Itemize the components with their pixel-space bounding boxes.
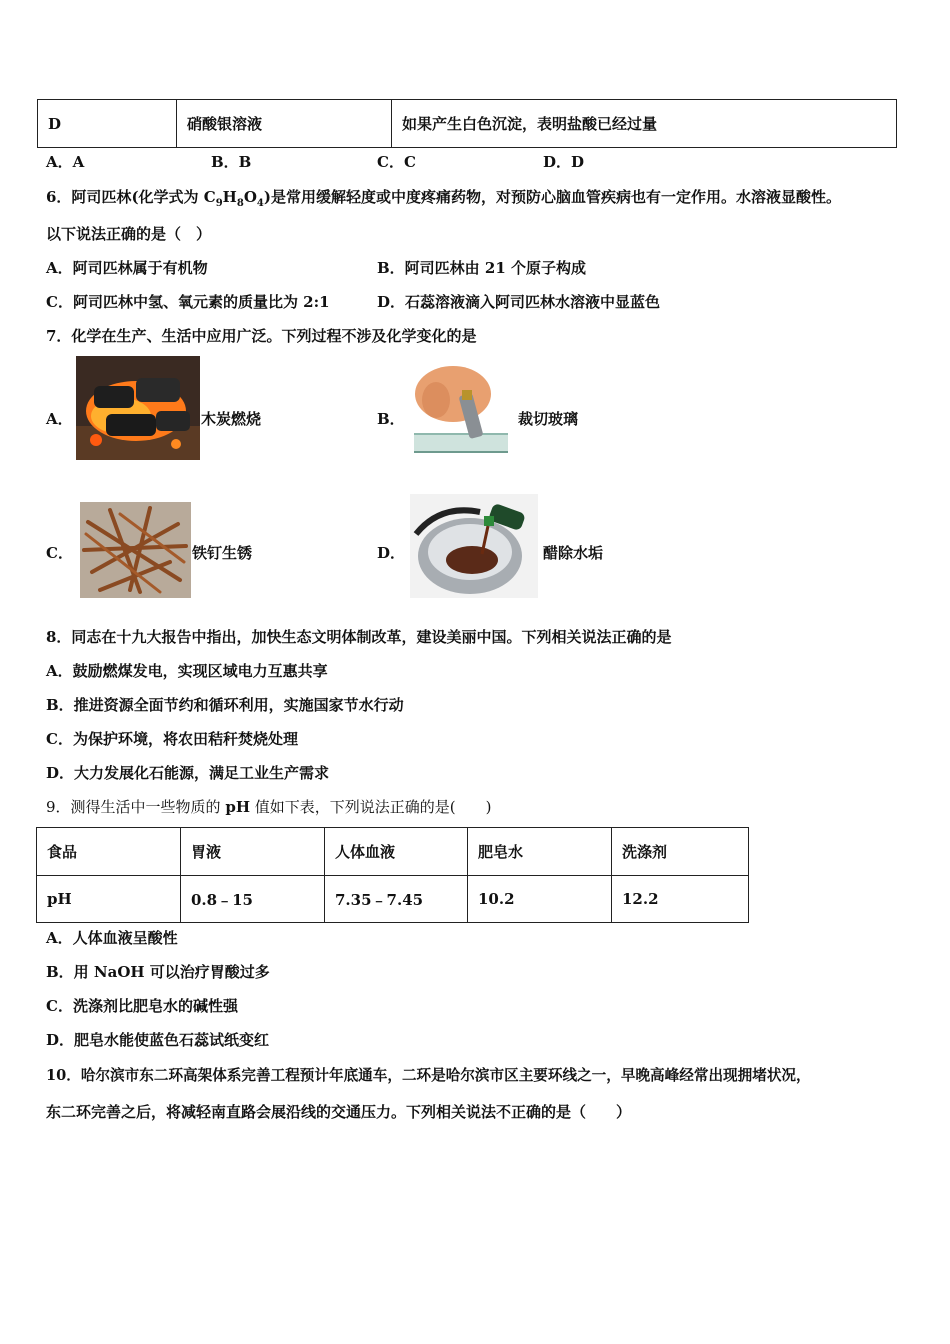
q9-cell-blood: 7.35﹣7.45: [325, 876, 468, 923]
table-row: [37, 876, 749, 923]
q7-stem: 7．化学在生产、生活中应用广泛。下列过程不涉及化学变化的是: [46, 327, 477, 345]
q9-header-soap: 肥皂水: [468, 828, 612, 876]
q6-stem-post: )是常用缓解轻度或中度疼痛药物，对预防心脑血管疾病也有一定作用。水溶液显酸性。: [263, 188, 841, 206]
q5-option-b: B．B: [211, 153, 252, 171]
q7-option-c-label: C．: [46, 544, 73, 562]
q9-cell-ph-label: pH: [37, 876, 181, 923]
q6-mid-o: O: [243, 188, 257, 206]
q9-cell-detergent: 12.2: [612, 876, 749, 923]
q6-mid-h: H: [222, 188, 237, 206]
q6-option-a: A．阿司匹林属于有机物: [46, 259, 208, 277]
q9-ph-table: [36, 827, 749, 923]
q7-option-b-label: B．: [377, 410, 405, 428]
q9-header-blood: 人体血液: [325, 828, 468, 876]
q10-stem-line2: 东二环完善之后，将减轻南直路会展沿线的交通压力。下列相关说法不正确的是（ ）: [46, 1103, 632, 1121]
q8-option-c: C．为保护环境，将农田秸秆焚烧处理: [46, 730, 298, 748]
q6-stem-line2: 以下说法正确的是（ ）: [46, 225, 212, 243]
q10-stem-line1: 10．哈尔滨市东二环高架体系完善工程预计年底通车，二环是哈尔滨市区主要环线之一，早晚高峰经常出现拥堵状况，: [46, 1067, 811, 1084]
q6-stem-pre: 6．阿司匹林(化学式为 C: [46, 188, 216, 206]
q6-sub-o: 4: [256, 198, 264, 209]
q6-option-c: C．阿司匹林中氢、氧元素的质量比为 2:1: [46, 293, 330, 311]
q9-header-food: 食品: [37, 828, 181, 876]
q9-cell-gastric: 0.8﹣15: [181, 876, 325, 923]
table-row: [37, 828, 749, 876]
q8-option-a: A．鼓励燃煤发电，实现区域电力互惠共享: [46, 662, 328, 680]
q6-option-d: D．石蕊溶液滴入阿司匹林水溶液中显蓝色: [377, 293, 661, 311]
q9-option-a: A．人体血液呈酸性: [46, 929, 178, 947]
table-row: [38, 100, 897, 148]
q5-cell-reagent: 硝酸银溶液: [177, 100, 392, 148]
q9-cell-soap: 10.2: [468, 876, 612, 923]
q6-stem: [46, 186, 841, 209]
q5-option-a: A．A: [46, 153, 85, 171]
q6-option-b: B．阿司匹林由 21 个原子构成: [377, 259, 586, 277]
burning-charcoal-image: [76, 356, 200, 460]
q5-option-c: C．C: [377, 153, 416, 171]
kettle-vinegar-image: [410, 494, 538, 598]
q7-option-b-text: 裁切玻璃: [518, 410, 579, 428]
glass-cutting-image: [408, 364, 514, 460]
q5-option-d: D．D: [543, 153, 585, 171]
q7-option-a-label: A．: [46, 410, 73, 428]
q9-header-detergent: 洗涤剂: [612, 828, 749, 876]
q7-option-a-text: 木炭燃烧: [201, 410, 262, 428]
q5-table: [37, 99, 897, 148]
q7-option-d-text: 醋除水垢: [543, 544, 604, 562]
q9-option-c: C．洗涤剂比肥皂水的碱性强: [46, 997, 238, 1015]
q5-cell-option: D: [38, 100, 177, 148]
q9-stem-pre: 9．测得生活中一些物质的: [46, 798, 226, 816]
q9-header-gastric: 胃液: [181, 828, 325, 876]
q6-sub-h: 8: [236, 198, 244, 209]
q8-stem: 8．同志在十九大报告中指出，加快生态文明体制改革，建设美丽中国。下列相关说法正确的是: [46, 628, 672, 646]
q9-stem-ph: pH: [225, 798, 250, 816]
q7-option-c-text: 铁钉生锈: [192, 544, 253, 562]
rusty-nails-image: [80, 502, 191, 598]
q5-cell-conclusion: 如果产生白色沉淀，表明盐酸已经过量: [392, 100, 897, 148]
q7-option-d-label: D．: [377, 544, 406, 562]
q9-stem-post: 值如下表，下列说法正确的是( ): [250, 798, 492, 816]
q9-option-d: D．肥皂水能使蓝色石蕊试纸变红: [46, 1031, 270, 1049]
q9-option-b: B．用 NaOH 可以治疗胃酸过多: [46, 963, 270, 981]
q6-sub-c: 9: [215, 198, 223, 209]
q8-option-b: B．推进资源全面节约和循环利用，实施国家节水行动: [46, 696, 404, 714]
q8-option-d: D．大力发展化石能源，满足工业生产需求: [46, 764, 330, 782]
q9-stem: [46, 796, 491, 817]
